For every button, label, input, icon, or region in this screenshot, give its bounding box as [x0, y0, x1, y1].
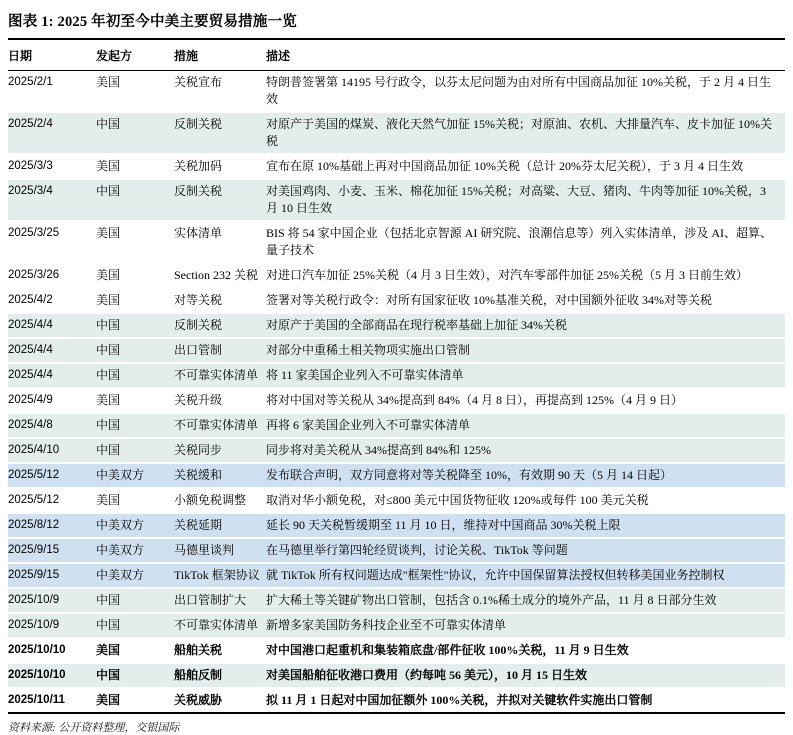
cell-initiator: 中美双方 — [96, 538, 174, 563]
cell-description: 在马德里举行第四轮经贸谈判，讨论关税、TikTok 等问题 — [266, 538, 785, 563]
cell-description: 将 11 家美国企业列入不可靠实体清单 — [266, 363, 785, 388]
cell-initiator: 中国 — [96, 438, 174, 463]
table-row — [8, 563, 785, 588]
cell-measure: 关税升级 — [174, 388, 266, 413]
cell-description: 发布联合声明，双方同意将对等关税降至 10%，有效期 90 天（5 月 14 日起） — [266, 463, 785, 488]
table-row — [8, 363, 785, 388]
cell-measure: 出口管制扩大 — [174, 588, 266, 613]
cell-date: 2025/4/10 — [8, 438, 96, 463]
col-header-initiator: 发起方 — [96, 39, 174, 71]
cell-measure: 船舶反制 — [174, 663, 266, 688]
cell-measure: 不可靠实体清单 — [174, 613, 266, 638]
table-row — [8, 588, 785, 613]
cell-date: 2025/10/10 — [8, 663, 96, 688]
cell-measure: 关税加码 — [174, 154, 266, 179]
table-row — [8, 413, 785, 438]
table-row — [8, 288, 785, 313]
cell-initiator: 中国 — [96, 588, 174, 613]
cell-description: 新增多家美国防务科技企业至不可靠实体清单 — [266, 613, 785, 638]
cell-description: 延长 90 天关税暂缓期至 11 月 10 日，维持对中国商品 30%关税上限 — [266, 513, 785, 538]
cell-initiator: 中国 — [96, 338, 174, 363]
cell-measure: 实体清单 — [174, 221, 266, 263]
col-header-description: 描述 — [266, 39, 785, 71]
table-row — [8, 613, 785, 638]
table-row — [8, 154, 785, 179]
cell-description: 再将 6 家美国企业列入不可靠实体清单 — [266, 413, 785, 438]
cell-date: 2025/2/1 — [8, 71, 96, 113]
cell-date: 2025/5/12 — [8, 463, 96, 488]
cell-initiator: 中美双方 — [96, 463, 174, 488]
cell-initiator: 中国 — [96, 613, 174, 638]
cell-initiator: 中国 — [96, 313, 174, 338]
table-row — [8, 71, 785, 113]
cell-description: 对原产于美国的全部商品在现行税率基础上加征 34%关税 — [266, 313, 785, 338]
cell-date: 2025/9/15 — [8, 563, 96, 588]
cell-description: 宣布在原 10%基础上再对中国商品加征 10%关税（总计 20%芬太尼关税），于 3 月 4 日生效 — [266, 154, 785, 179]
cell-description: 同步将对美关税从 34%提高到 84%和 125% — [266, 438, 785, 463]
cell-date: 2025/3/25 — [8, 221, 96, 263]
cell-description: 特朗普签署第 14195 号行政令，以芬太尼问题为由对所有中国商品加征 10%关税，于 2 月 4 日生效 — [266, 71, 785, 113]
table-row — [8, 313, 785, 338]
cell-initiator: 中美双方 — [96, 513, 174, 538]
cell-initiator: 中美双方 — [96, 563, 174, 588]
cell-date: 2025/4/8 — [8, 413, 96, 438]
table-row — [8, 463, 785, 488]
cell-measure: 不可靠实体清单 — [174, 363, 266, 388]
cell-measure: 船舶关税 — [174, 638, 266, 663]
table-row — [8, 221, 785, 263]
table-row — [8, 538, 785, 563]
cell-initiator: 中国 — [96, 663, 174, 688]
cell-initiator: 美国 — [96, 638, 174, 663]
cell-date: 2025/3/26 — [8, 263, 96, 288]
cell-description: 对进口汽车加征 25%关税（4 月 3 日生效），对汽车零部件加征 25%关税（5 月 3 日前生效） — [266, 263, 785, 288]
cell-measure: 出口管制 — [174, 338, 266, 363]
cell-description: 对部分中重稀土相关物项实施出口管制 — [266, 338, 785, 363]
cell-measure: 关税同步 — [174, 438, 266, 463]
cell-date: 2025/4/4 — [8, 338, 96, 363]
cell-initiator: 美国 — [96, 154, 174, 179]
cell-date: 2025/10/10 — [8, 638, 96, 663]
table-row — [8, 638, 785, 663]
cell-initiator: 美国 — [96, 71, 174, 113]
table-row — [8, 338, 785, 363]
cell-initiator: 中国 — [96, 179, 174, 221]
cell-description: 拟 11 月 1 日起对中国加征额外 100%关税，并拟对关键软件实施出口管制 — [266, 693, 653, 707]
cell-date: 2025/4/4 — [8, 313, 96, 338]
cell-measure: 对等关税 — [174, 288, 266, 313]
col-header-measure: 措施 — [174, 39, 266, 71]
cell-initiator: 中国 — [96, 413, 174, 438]
figure-title: 图表 1: 2025 年初至今中美主要贸易措施一览 — [8, 14, 297, 30]
cell-initiator: 中国 — [96, 363, 174, 388]
cell-measure: 反制关税 — [174, 179, 266, 221]
cell-description: BIS 将 54 家中国企业（包括北京智源 AI 研究院、浪潮信息等）列入实体清单，涉及 AI、超算、量子技术 — [266, 221, 785, 263]
cell-date: 2025/10/9 — [8, 588, 96, 613]
cell-measure: 关税缓和 — [174, 463, 266, 488]
cell-date: 2025/4/4 — [8, 363, 96, 388]
cell-description: 对原产于美国的煤炭、液化天然气加征 15%关税；对原油、农机、大排量汽车、皮卡加征 10%关税 — [266, 112, 785, 154]
cell-date: 2025/4/2 — [8, 288, 96, 313]
cell-initiator: 美国 — [96, 221, 174, 263]
table-row — [8, 438, 785, 463]
trade-measures-table — [8, 38, 785, 714]
table-body — [8, 71, 785, 714]
header-row — [8, 39, 785, 71]
cell-measure: 反制关税 — [174, 112, 266, 154]
cell-date: 2025/2/4 — [8, 112, 96, 154]
table-row — [8, 688, 785, 713]
cell-measure: 马德里谈判 — [174, 538, 266, 563]
table-row — [8, 513, 785, 538]
cell-description: 签署对等关税行政令：对所有国家征收 10%基准关税，对中国额外征收 34%对等关税 — [266, 288, 785, 313]
cell-measure: 关税宣布 — [174, 71, 266, 113]
cell-date: 2025/5/12 — [8, 488, 96, 513]
cell-initiator: 中国 — [96, 112, 174, 154]
cell-date: 2025/4/9 — [8, 388, 96, 413]
cell-description: 取消对华小额免税，对≤800 美元中国货物征收 120%或每件 100 美元关税 — [266, 488, 785, 513]
cell-measure: 关税威胁 — [174, 693, 223, 707]
cell-date: 2025/9/15 — [8, 538, 96, 563]
table-row — [8, 488, 785, 513]
cell-initiator: 美国 — [96, 263, 174, 288]
cell-description: 对中国港口起重机和集装箱底盘/部件征收 100%关税，11 月 9 日生效 — [266, 638, 785, 663]
col-header-date: 日期 — [8, 39, 96, 71]
cell-description: 对美国船舶征收港口费用（约每吨 56 美元），10 月 15 日生效 — [266, 663, 785, 688]
cell-measure: 不可靠实体清单 — [174, 413, 266, 438]
cell-measure: 反制关税 — [174, 313, 266, 338]
table-row — [8, 388, 785, 413]
cell-description: 对美国鸡肉、小麦、玉米、棉花加征 15%关税；对高粱、大豆、猪肉、牛肉等加征 10%关税，3 月 10 日生效 — [266, 179, 785, 221]
cell-initiator: 美国 — [96, 288, 174, 313]
cell-measure: 关税延期 — [174, 513, 266, 538]
table-header — [8, 39, 785, 71]
table-row — [8, 263, 785, 288]
cell-date: 2025/10/9 — [8, 613, 96, 638]
cell-date: 2025/3/3 — [8, 154, 96, 179]
cell-measure: TikTok 框架协议 — [174, 563, 266, 588]
source-note: 资料来源: 公开资料整理，交银国际 — [8, 722, 180, 734]
cell-description: 就 TikTok 所有权问题达成"框架性"协议，允许中国保留算法授权但转移美国业务控制权 — [266, 563, 785, 588]
cell-initiator: 美国 — [96, 488, 174, 513]
table-row — [8, 179, 785, 221]
cell-date: 2025/3/4 — [8, 179, 96, 221]
cell-initiator: 美国 — [96, 388, 174, 413]
cell-date: 2025/10/11 — [8, 694, 65, 706]
table-row — [8, 663, 785, 688]
cell-date: 2025/8/12 — [8, 513, 96, 538]
cell-initiator: 美国 — [96, 693, 121, 707]
cell-description: 将对中国对等关税从 34%提高到 84%（4 月 8 日），再提高到 125%（4 月 9 日） — [266, 388, 785, 413]
cell-measure: Section 232 关税 — [174, 263, 266, 288]
table-row — [8, 112, 785, 154]
cell-description: 扩大稀土等关键矿物出口管制，包括含 0.1%稀土成分的境外产品，11 月 8 日部分生效 — [266, 588, 785, 613]
cell-measure: 小额免税调整 — [174, 488, 266, 513]
